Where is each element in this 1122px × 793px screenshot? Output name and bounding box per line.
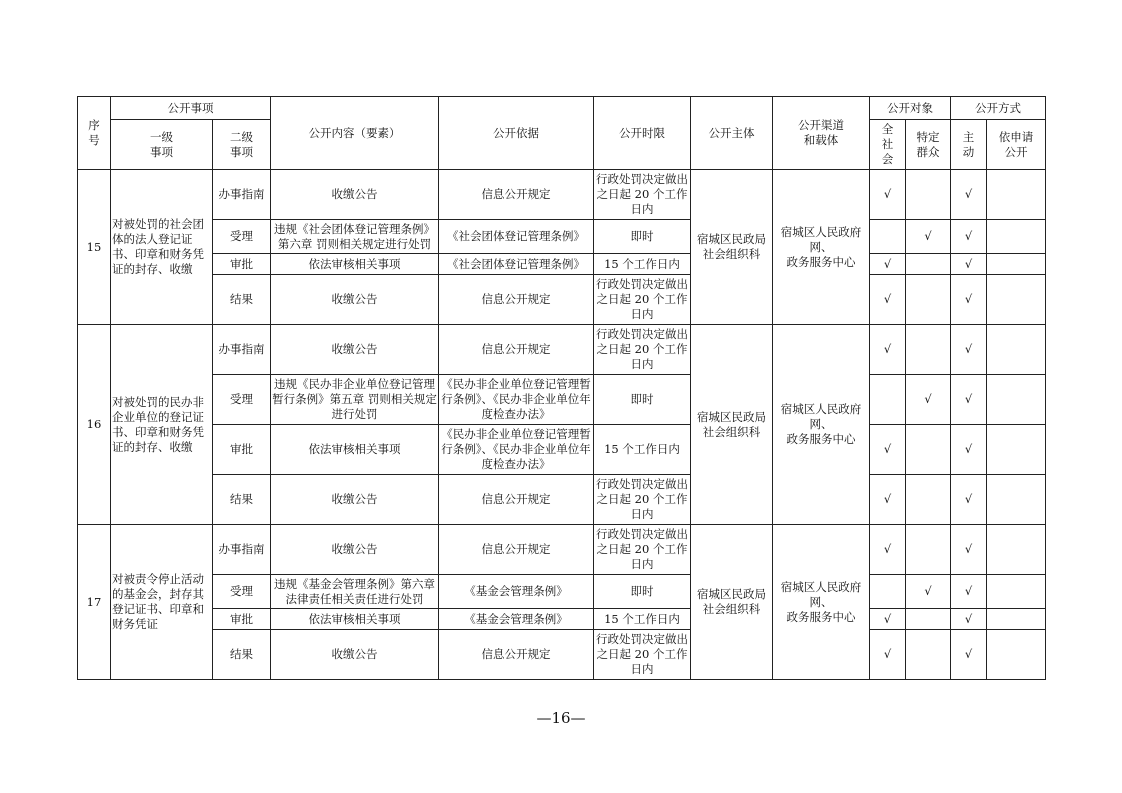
cell-target-all: √ [870,254,906,275]
cell-target-specific: √ [906,375,951,425]
header-method: 公开方式 [951,97,1046,120]
table-row [78,475,1046,525]
cell-basis: 《基金会管理条例》 [439,609,594,630]
cell-content: 收缴公告 [271,475,439,525]
table-header [78,97,1046,170]
cell-subject: 宿城区民政局 社会组织科 [691,170,773,325]
header-target: 公开对象 [870,97,951,120]
cell-basis: 《基金会管理条例》 [439,575,594,609]
cell-target-all: √ [870,475,906,525]
cell-content: 依法审核相关事项 [271,425,439,475]
cell-method-request [987,325,1046,375]
cell-sub: 审批 [213,609,271,630]
cell-basis: 信息公开规定 [439,525,594,575]
table-body [78,170,1046,680]
cell-basis: 信息公开规定 [439,170,594,220]
cell-time: 行政处罚决定做出之日起 20 个工作日内 [594,630,691,680]
cell-item: 对被处罚的民办非企业单位的登记证书、印章和财务凭证的封存、收缴 [111,325,213,525]
header-seq: 序 号 [78,97,111,170]
cell-basis: 《民办非企业单位登记管理暂行条例》、《民办非企业单位年度检查办法》 [439,425,594,475]
cell-channel: 宿城区人民政府网、 政务服务中心 [773,325,870,525]
cell-basis: 信息公开规定 [439,630,594,680]
cell-time: 行政处罚决定做出之日起 20 个工作日内 [594,170,691,220]
cell-content: 收缴公告 [271,325,439,375]
cell-method-request [987,254,1046,275]
cell-method-request [987,525,1046,575]
cell-content: 违规《民办非企业单位登记管理暂行条例》第五章 罚则相关规定进行处罚 [271,375,439,425]
cell-method-request [987,609,1046,630]
cell-method-active: √ [951,475,987,525]
cell-method-active: √ [951,325,987,375]
cell-method-request [987,630,1046,680]
cell-basis: 《民办非企业单位登记管理暂行条例》、《民办非企业单位年度检查办法》 [439,375,594,425]
cell-target-all: √ [870,630,906,680]
cell-basis: 信息公开规定 [439,275,594,325]
cell-target-specific [906,170,951,220]
cell-method-active: √ [951,609,987,630]
cell-subject: 宿城区民政局 社会组织科 [691,325,773,525]
cell-target-specific: √ [906,220,951,254]
header-subject: 公开主体 [691,97,773,170]
cell-target-specific [906,275,951,325]
cell-sub: 办事指南 [213,170,271,220]
cell-method-request [987,575,1046,609]
cell-target-all: √ [870,325,906,375]
cell-sub: 受理 [213,220,271,254]
cell-target-all: √ [870,170,906,220]
cell-target-all [870,575,906,609]
cell-method-active: √ [951,630,987,680]
cell-time: 行政处罚决定做出之日起 20 个工作日内 [594,525,691,575]
cell-seq: 17 [78,525,111,680]
cell-target-all: √ [870,275,906,325]
cell-method-active: √ [951,170,987,220]
cell-target-all [870,220,906,254]
cell-sub: 受理 [213,375,271,425]
cell-seq: 15 [78,170,111,325]
header-matters: 公开事项 [111,97,271,120]
cell-method-active: √ [951,375,987,425]
cell-method-active: √ [951,525,987,575]
cell-content: 收缴公告 [271,525,439,575]
cell-time: 行政处罚决定做出之日起 20 个工作日内 [594,475,691,525]
cell-sub: 审批 [213,254,271,275]
header-method-active: 主 动 [951,120,987,170]
cell-time: 即时 [594,220,691,254]
cell-time: 15 个工作日内 [594,609,691,630]
cell-sub: 受理 [213,575,271,609]
cell-target-all: √ [870,609,906,630]
header-target-all: 全 社 会 [870,120,906,170]
cell-time: 即时 [594,375,691,425]
cell-basis: 《社会团体登记管理条例》 [439,254,594,275]
cell-method-request [987,425,1046,475]
header-level2: 二级 事项 [213,120,271,170]
table-row [78,220,1046,254]
cell-subject: 宿城区民政局 社会组织科 [691,525,773,680]
table-row [78,170,1046,220]
cell-target-all: √ [870,525,906,575]
table-row [78,275,1046,325]
cell-channel: 宿城区人民政府网、 政务服务中心 [773,170,870,325]
cell-time: 行政处罚决定做出之日起 20 个工作日内 [594,325,691,375]
cell-sub: 结果 [213,630,271,680]
header-basis: 公开依据 [439,97,594,170]
cell-method-active: √ [951,575,987,609]
cell-content: 依法审核相关事项 [271,254,439,275]
cell-method-request [987,275,1046,325]
cell-content: 依法审核相关事项 [271,609,439,630]
cell-target-specific [906,525,951,575]
cell-target-specific [906,475,951,525]
cell-target-all: √ [870,425,906,475]
header-time: 公开时限 [594,97,691,170]
cell-sub: 办事指南 [213,325,271,375]
cell-channel: 宿城区人民政府网、 政务服务中心 [773,525,870,680]
cell-content: 违规《基金会管理条例》第六章法律责任相关责任进行处罚 [271,575,439,609]
cell-method-request [987,375,1046,425]
cell-time: 15 个工作日内 [594,254,691,275]
cell-content: 违规《社会团体登记管理条例》第六章 罚则相关规定进行处罚 [271,220,439,254]
cell-method-request [987,475,1046,525]
table-row [78,425,1046,475]
table-row [78,254,1046,275]
cell-method-active: √ [951,275,987,325]
cell-method-active: √ [951,220,987,254]
cell-target-specific [906,630,951,680]
cell-item: 对被责令停止活动的基金会，封存其登记证书、印章和财务凭证 [111,525,213,680]
cell-basis: 《社会团体登记管理条例》 [439,220,594,254]
page-number: —16— [536,709,586,727]
cell-target-all [870,375,906,425]
cell-target-specific [906,425,951,475]
header-level1: 一级 事项 [111,120,213,170]
cell-method-request [987,220,1046,254]
cell-time: 即时 [594,575,691,609]
cell-sub: 结果 [213,275,271,325]
table-row [78,525,1046,575]
cell-target-specific [906,325,951,375]
cell-target-specific [906,609,951,630]
table-row [78,375,1046,425]
cell-sub: 审批 [213,425,271,475]
cell-target-specific [906,254,951,275]
cell-seq: 16 [78,325,111,525]
cell-sub: 结果 [213,475,271,525]
cell-time: 行政处罚决定做出之日起 20 个工作日内 [594,275,691,325]
disclosure-table [77,96,1046,680]
header-method-request: 依申请 公开 [987,120,1046,170]
cell-content: 收缴公告 [271,275,439,325]
table-row [78,630,1046,680]
header-content: 公开内容（要素） [271,97,439,170]
cell-content: 收缴公告 [271,630,439,680]
cell-basis: 信息公开规定 [439,475,594,525]
header-channel: 公开渠道 和载体 [773,97,870,170]
cell-sub: 办事指南 [213,525,271,575]
cell-method-request [987,170,1046,220]
header-target-specific: 特定 群众 [906,120,951,170]
cell-content: 收缴公告 [271,170,439,220]
table-row [78,575,1046,609]
cell-time: 15 个工作日内 [594,425,691,475]
cell-method-active: √ [951,254,987,275]
cell-target-specific: √ [906,575,951,609]
cell-basis: 信息公开规定 [439,325,594,375]
table-row [78,325,1046,375]
cell-method-active: √ [951,425,987,475]
table-row [78,609,1046,630]
cell-item: 对被处罚的社会团体的法人登记证书、印章和财务凭证的封存、收缴 [111,170,213,325]
